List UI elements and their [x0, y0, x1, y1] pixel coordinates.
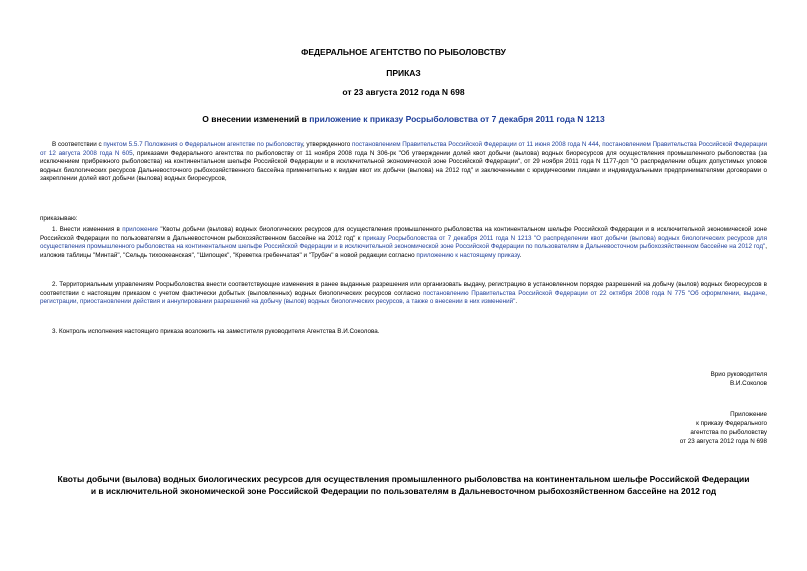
doc-date-number: от 23 августа 2012 года N 698 — [342, 87, 465, 97]
link-appendix-this-order[interactable]: приложению к настоящему приказу — [416, 251, 520, 259]
link-decree-605[interactable]: постановлением Правительства Российской Федерации от 12 августа 2008 года N 605 — [40, 141, 768, 157]
link-decree-775[interactable]: постановлению Правительства Российской Федерации от 22 октября 2008 года N 775 "Об оформлении, выдаче, регистрации, приостановлении действия и аннулировании разрешений на добычу (вылов) водных биологических ресурсов, а также о внесении в них изменений" — [40, 289, 767, 305]
preamble-text-1: В соответствии с — [52, 141, 104, 148]
appendix-title-line-2: и в исключительной экономической зоне Российской Федерации по пользователям в Дальневосточном рыбохозяйственном бассейне на 2012 год — [90, 485, 717, 496]
subject-prefix: О внесении изменений в — [202, 114, 310, 124]
item1-text-4: . — [519, 251, 522, 259]
preamble-paragraph — [40, 141, 767, 184]
signature-position: Врио руководителя — [710, 371, 767, 378]
link-appendix[interactable]: приложение — [122, 226, 159, 233]
agency-name: ФЕДЕРАЛЬНОЕ АГЕНТСТВО ПО РЫБОЛОВСТВУ — [301, 47, 506, 57]
appendix-note-line-4: от 23 августа 2012 года N 698 — [679, 438, 767, 445]
appendix-note — [567, 410, 767, 446]
link-regulation-point[interactable]: пунктом 5.5.7 Положения о Федеральном агентстве по рыболовству — [103, 141, 303, 148]
appendix-note-line-2: к приказу Федерального — [696, 420, 767, 427]
item-2-paragraph — [40, 281, 767, 307]
item2-text-1: 2. Территориальным управлениям Росрыболовства внести соответствующие изменения в ранее выданные разрешения или организовать выдачу, регистрацию в установленном порядке разрешений на добычу (вылов) водных биоресурсов в соответствии с настоящим приказом с учетом фактически добытых (выловленных) водных биологических ресурсов согласно — [40, 281, 767, 297]
preamble-text-2: , утвержденного — [302, 141, 352, 148]
preamble-text-3: , — [598, 141, 603, 148]
preamble-text-4: , приказами Федерального агентства по рыболовству от 11 ноября 2008 года N 306-рк "Об утверждении долей квот добычи (вылова) водных биоресурсов для осуществления промышленного рыболовства (за исключением прибрежного рыболовства) на континентальном шельфе Российской Федерации и в исключительной экономической зоне Российской Федерации", от 29 ноября 2011 года N 1177-дсп "О распределении общих допустимых уловов водных биологических ресурсов Дальневосточного рыбохозяйственного бассейна применительно к видам квот их добычи (вылова) на 2012 год" и заключенными с юридическими лицами и индивидуальными предпринимателями договорами о закреплении долей квот добычи (вылова) водных биоресурсов, — [40, 149, 767, 182]
doc-subject — [0, 114, 807, 124]
signature-block — [567, 370, 767, 388]
appendix-title-line-1: Квоты добычи (вылова) водных биологических ресурсов для осуществления промышленного рыболовства на континентальном шельфе Российской Федерации — [57, 474, 750, 484]
link-decree-444[interactable]: постановлением Правительства Российской Федерации от 11 июня 2008 года N 444 — [351, 141, 599, 148]
item1-text-2: "Квоты добычи (вылова) водных биологических ресурсов для осуществления промышленного рыболовства на континентальном шельфе Российской Федерации и в исключительной экономической зоне Российской Федерации по пользователям в Дальневосточном рыбохозяйственном бассейне на 2012 год" к — [40, 226, 768, 242]
item2-text-2: . — [515, 298, 518, 305]
signature-name: В.И.Соколов — [729, 380, 767, 387]
order-word: приказываю: — [40, 215, 78, 222]
item1-text-3: , изложив таблицы "Минтай", "Сельдь тихоокеанская", "Шипощек", "Креветка гребенчатая" и "Трубач" в новой редакции согласно — [40, 243, 767, 259]
doc-type: ПРИКАЗ — [386, 68, 421, 78]
link-order-1213[interactable]: приказу Росрыболовства от 7 декабря 2011 года N 1213 "О распределении квот добычи (вылова) водных биологических ресурсов для осуществления промышленного рыболовства на континентальном шельфе Российской Федерации и в исключительной экономической зоне Российской Федерации по пользователям в Дальневосточном рыбохозяйственном бассейне на 2012 год" — [40, 234, 767, 250]
appendix-note-line-3: агентства по рыболовству — [690, 429, 767, 436]
item-3-paragraph: 3. Контроль исполнения настоящего приказа возложить на заместителя руководителя Агентства В.И.Соколова. — [52, 328, 380, 335]
item1-text-1: 1. Внести изменения в — [52, 226, 123, 233]
subject-link[interactable]: приложение к приказу Росрыболовства от 7 декабря 2011 года N 1213 — [309, 114, 605, 124]
item-1-paragraph — [40, 226, 767, 260]
appendix-note-line-1: Приложение — [730, 411, 767, 418]
appendix-title — [0, 474, 807, 497]
